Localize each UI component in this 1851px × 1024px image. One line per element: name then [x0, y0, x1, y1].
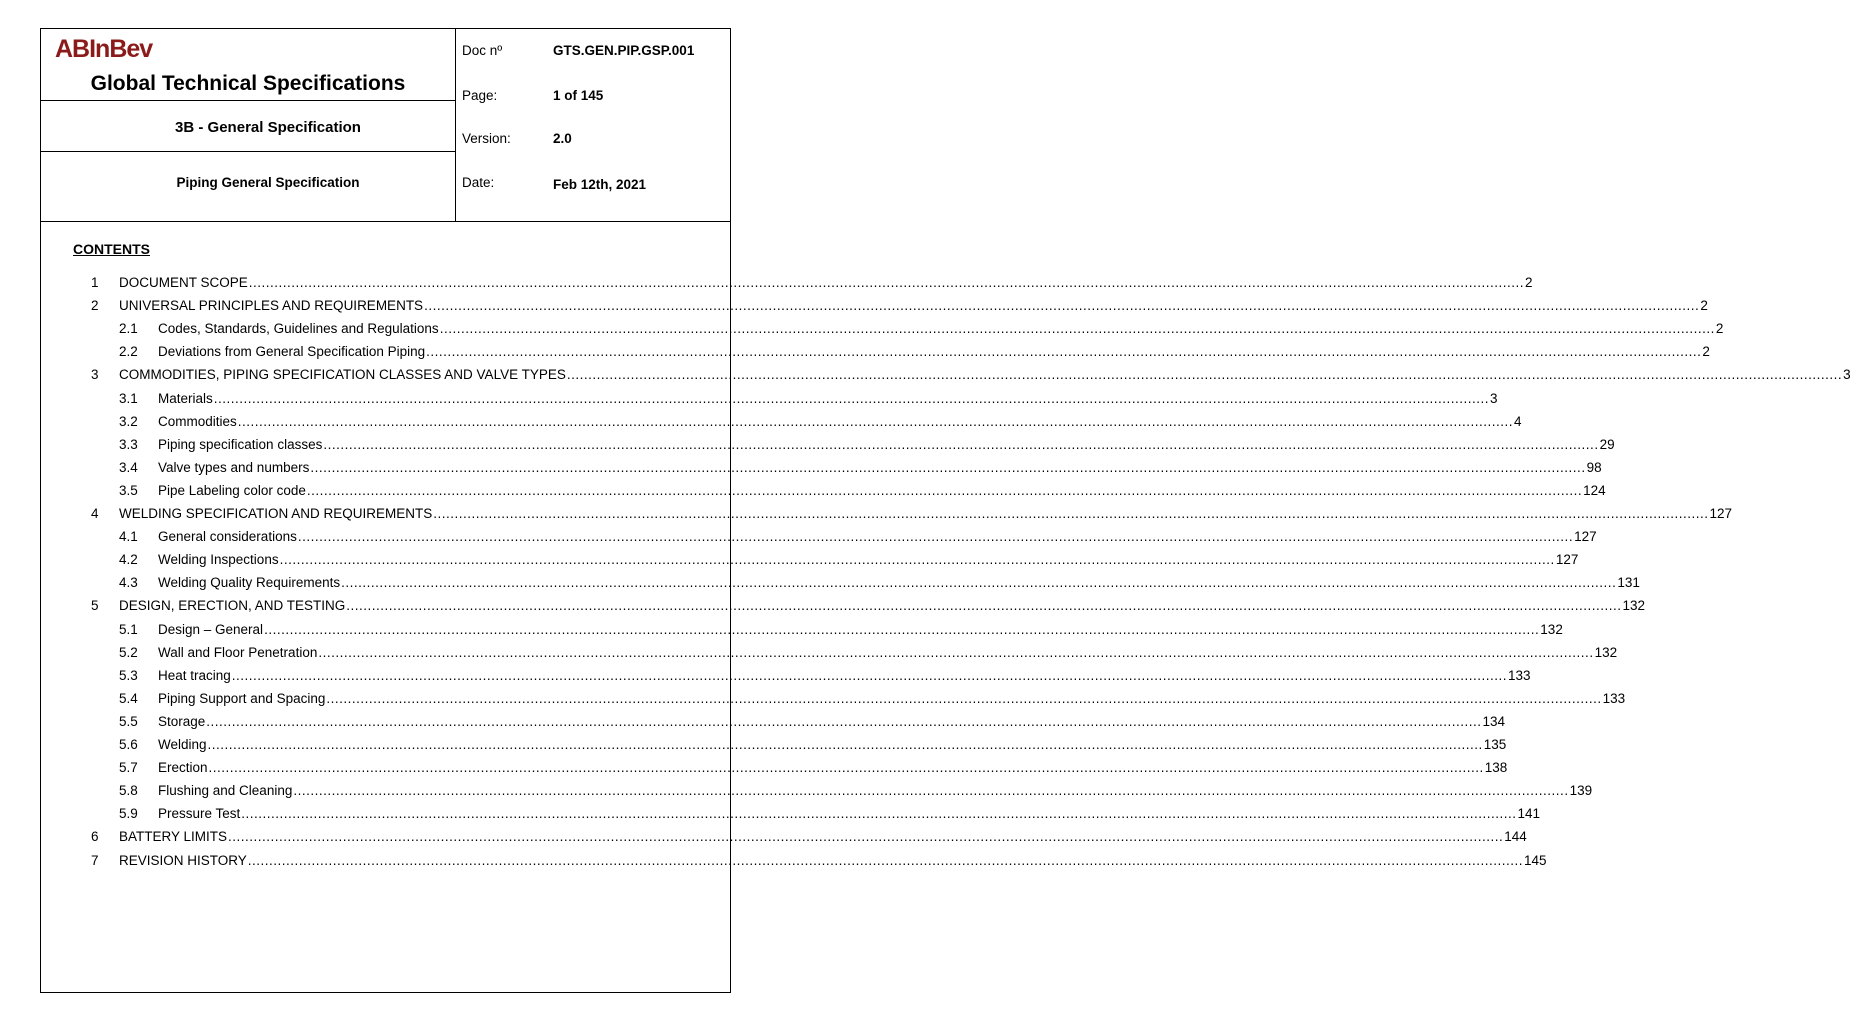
toc-dot-leader: ............................................................................................................................................................................................................................................................................................................	[237, 413, 1514, 429]
toc-entry-line	[119, 504, 1733, 524]
toc-entry-title: Flushing and Cleaning	[158, 783, 293, 799]
toc-entry-page: 132	[1622, 598, 1646, 614]
toc-dot-leader: ............................................................................................................................................................................................................................................................................................................	[206, 713, 1482, 729]
toc-dot-leader: ............................................................................................................................................................................................................................................................................................................	[341, 575, 1617, 591]
toc-entry-number: 2.1	[119, 321, 138, 337]
toc-entry-title: Erection	[158, 760, 208, 776]
toc-entry-number: 5.4	[119, 690, 138, 706]
toc-entry-page: 141	[1517, 806, 1541, 822]
toc-entry-page: 132	[1594, 644, 1618, 660]
toc-entry-line	[119, 273, 1533, 293]
toc-dot-leader: ............................................................................................................................................................................................................................................................................................................	[323, 436, 1599, 452]
toc-entry[interactable]	[41, 804, 1541, 824]
toc-entry-number: 5.2	[119, 644, 138, 660]
toc-entry[interactable]	[41, 527, 1597, 547]
toc-entry-page: 133	[1508, 667, 1531, 683]
toc-entry-number: 5.3	[119, 667, 138, 683]
toc-entry-title: REVISION HISTORY	[119, 852, 247, 868]
toc-entry[interactable]	[41, 735, 1507, 755]
toc-entry[interactable]	[41, 620, 1563, 640]
toc-entry-line	[158, 389, 1498, 409]
toc-dot-leader: ............................................................................................................................................................................................................................................................................................................	[326, 690, 1602, 706]
toc-dot-leader: ............................................................................................................................................................................................................................................................................................................	[297, 529, 1574, 545]
toc-entry-number: 4.3	[119, 575, 138, 591]
toc-entry[interactable]	[41, 712, 1506, 732]
toc-entry-number: 2.2	[119, 344, 138, 360]
toc-entry[interactable]	[41, 666, 1531, 686]
toc-entry-title: Deviations from General Specification Piping	[158, 344, 426, 360]
toc-entry[interactable]	[41, 273, 1533, 293]
toc-dot-leader: ............................................................................................................................................................................................................................................................................................................	[247, 852, 1524, 868]
toc-entry-number: 6	[91, 829, 99, 845]
toc-dot-leader: ............................................................................................................................................................................................................................................................................................................	[318, 644, 1594, 660]
toc-entry-title: Pressure Test	[158, 806, 241, 822]
toc-dot-leader: ............................................................................................................................................................................................................................................................................................................	[433, 506, 1709, 521]
toc-entry-number: 5.1	[119, 621, 138, 637]
toc-entry-number: 7	[91, 852, 99, 868]
date-value: Feb 12th, 2021	[553, 177, 647, 192]
toc-dot-leader: ............................................................................................................................................................................................................................................................................................................	[439, 321, 1715, 337]
toc-entry[interactable]	[41, 389, 1498, 409]
toc-entry-title: Piping Support and Spacing	[158, 690, 326, 706]
toc-entry-title: Valve types and numbers	[158, 459, 310, 475]
toc-entry-line	[119, 296, 1708, 316]
toc-entry-number: 3.1	[119, 390, 138, 406]
version-value: 2.0	[553, 131, 572, 146]
toc-entry-title: UNIVERSAL PRINCIPLES AND REQUIREMENTS	[119, 298, 424, 314]
toc-entry[interactable]	[41, 504, 1733, 524]
toc-entry-line	[158, 804, 1541, 824]
doc-number-label: Doc nº	[462, 43, 503, 58]
toc-entry-title: DESIGN, ERECTION, AND TESTING	[119, 598, 346, 614]
toc-entry-page: 145	[1524, 852, 1547, 868]
date-label: Date:	[462, 175, 495, 190]
toc-entry[interactable]	[41, 851, 1547, 871]
toc-dot-leader: ............................................................................................................................................................................................................................................................................................................	[424, 298, 1700, 314]
toc-entry-title: Wall and Floor Penetration	[158, 644, 318, 660]
toc-entry[interactable]	[41, 412, 1522, 432]
toc-dot-leader: ............................................................................................................................................................................................................................................................................................................	[208, 760, 1484, 776]
toc-dot-leader: ............................................................................................................................................................................................................................................................................................................	[228, 829, 1504, 845]
toc-dot-leader: ............................................................................................................................................................................................................................................................................................................	[264, 621, 1540, 637]
toc-dot-leader: ............................................................................................................................................................................................................................................................................................................	[241, 806, 1517, 822]
toc-entry-title: BATTERY LIMITS	[119, 829, 228, 845]
toc-entry-page: 135	[1483, 737, 1507, 752]
toc-dot-leader: ............................................................................................................................................................................................................................................................................................................	[213, 390, 1489, 406]
toc-entry[interactable]	[41, 643, 1618, 663]
toc-entry-line	[158, 550, 1579, 570]
toc-dot-leader: ............................................................................................................................................................................................................................................................................................................	[310, 459, 1586, 475]
toc-entry-line	[158, 712, 1506, 732]
toc-entry-page: 2	[1700, 298, 1708, 314]
toc-entry-title: Piping specification classes	[158, 436, 323, 452]
toc-entry[interactable]	[41, 781, 1593, 801]
toc-dot-leader: ............................................................................................................................................................................................................................................................................................................	[426, 344, 1702, 360]
toc-entry-number: 5.8	[119, 783, 138, 799]
toc-entry-title: Codes, Standards, Guidelines and Regulations	[158, 321, 439, 337]
toc-entry-page: 2	[1702, 344, 1710, 360]
toc-entry-number: 3.3	[119, 436, 138, 452]
page-label: Page:	[462, 88, 498, 103]
toc-entry-line	[158, 666, 1531, 686]
toc-entry-number: 3.4	[119, 459, 138, 475]
toc-entry-page: 2	[1715, 321, 1724, 337]
toc-entry-line	[158, 481, 1606, 501]
document-page	[40, 28, 1851, 993]
toc-entry-line	[158, 643, 1618, 663]
toc-dot-leader: ............................................................................................................................................................................................................................................................................................................	[207, 737, 1483, 752]
toc-entry-title: Welding Quality Requirements	[158, 575, 341, 591]
toc-entry[interactable]	[41, 435, 1615, 455]
toc-entry-number: 2	[91, 298, 99, 314]
toc-entry-line	[158, 342, 1710, 362]
toc-entry-number: 5.9	[119, 806, 138, 822]
toc-entry[interactable]	[41, 827, 1527, 847]
toc-entry-page: 131	[1617, 575, 1640, 591]
toc-entry[interactable]	[41, 550, 1579, 570]
toc-entry-title: Heat tracing	[158, 667, 231, 683]
contents-heading: CONTENTS	[73, 241, 150, 257]
toc-entry-line	[158, 781, 1593, 801]
toc-entry-number: 5.5	[119, 713, 138, 729]
toc-entry-page: 132	[1540, 621, 1563, 637]
toc-dot-leader: ............................................................................................................................................................................................................................................................................................................	[293, 783, 1569, 799]
company-logo: ABInBev	[55, 35, 153, 63]
doc-number-value: GTS.GEN.PIP.GSP.001	[553, 43, 695, 58]
toc-entry-line	[158, 319, 1724, 339]
toc-entry-page: 138	[1484, 760, 1508, 776]
spec-name: Piping General Specification	[176, 175, 360, 190]
document-header	[41, 29, 730, 222]
toc-entry-page: 127	[1574, 529, 1597, 545]
toc-entry-title: General considerations	[158, 529, 297, 545]
toc-entry-number: 4	[91, 506, 99, 521]
toc-entry-number: 5.7	[119, 760, 138, 776]
toc-entry[interactable]	[41, 319, 1724, 339]
toc-entry-line	[158, 689, 1626, 709]
toc-entry-title: Welding Inspections	[158, 552, 279, 568]
toc-entry-title: Design – General	[158, 621, 264, 637]
toc-entry-line	[158, 735, 1507, 755]
toc-entry-page: 133	[1602, 690, 1626, 706]
toc-entry-title: DOCUMENT SCOPE	[119, 275, 248, 290]
toc-entry-number: 5.6	[119, 737, 138, 752]
toc-dot-leader: ............................................................................................................................................................................................................................................................................................................	[279, 552, 1555, 568]
toc-entry-page: 3	[1490, 390, 1498, 406]
toc-entry-line	[158, 573, 1640, 593]
toc-entry-line	[158, 458, 1602, 478]
toc-entry-page: 29	[1599, 436, 1615, 452]
toc-entry-line	[119, 851, 1547, 871]
toc-entry-page: 127	[1555, 552, 1579, 568]
toc-entry-page: 134	[1482, 713, 1506, 729]
toc-entry-page: 3	[1843, 367, 1851, 383]
toc-entry-page: 2	[1525, 275, 1533, 290]
toc-entry-number: 3.5	[119, 482, 138, 498]
toc-dot-leader: ............................................................................................................................................................................................................................................................................................................	[231, 667, 1508, 683]
toc-entry-line	[158, 620, 1563, 640]
toc-entry-line	[119, 827, 1527, 847]
toc-entry-page: 127	[1709, 506, 1733, 521]
toc-entry-title: Welding	[158, 737, 207, 752]
toc-entry-line	[119, 596, 1646, 616]
page-value: 1 of 145	[553, 88, 604, 103]
toc-dot-leader: ............................................................................................................................................................................................................................................................................................................	[306, 482, 1583, 498]
toc-dot-leader: ............................................................................................................................................................................................................................................................................................................	[346, 598, 1622, 614]
toc-entry-number: 4.2	[119, 552, 138, 568]
toc-entry-number: 1	[91, 275, 99, 290]
toc-entry[interactable]	[41, 458, 1602, 478]
toc-entry[interactable]	[41, 596, 1646, 616]
toc-entry-title: Pipe Labeling color code	[158, 482, 306, 498]
toc-entry-page: 144	[1504, 829, 1527, 845]
toc-entry-title: Materials	[158, 390, 213, 406]
toc-entry[interactable]	[41, 689, 1626, 709]
toc-dot-leader: ............................................................................................................................................................................................................................................................................................................	[566, 367, 1843, 383]
toc-entry-line	[158, 758, 1508, 778]
toc-entry-number: 3.2	[119, 413, 138, 429]
toc-entry-title: Commodities	[158, 413, 237, 429]
toc-entry-line	[119, 365, 1851, 385]
toc-entry[interactable]	[41, 481, 1606, 501]
toc-entry-page: 4	[1514, 413, 1522, 429]
version-label: Version:	[462, 131, 511, 146]
toc-entry-number: 3	[91, 367, 99, 383]
toc-entry-title: COMMODITIES, PIPING SPECIFICATION CLASSES AND VALVE TYPES	[119, 367, 566, 383]
toc-entry-number: 4.1	[119, 529, 138, 545]
toc-entry-line	[158, 435, 1615, 455]
toc-entry-page: 124	[1583, 482, 1606, 498]
toc-entry[interactable]	[41, 573, 1640, 593]
toc-entry[interactable]	[41, 365, 1851, 385]
toc-entry-title: WELDING SPECIFICATION AND REQUIREMENTS	[119, 506, 433, 521]
toc-entry-title: Storage	[158, 713, 206, 729]
toc-entry[interactable]	[41, 342, 1710, 362]
spec-category: 3B - General Specification	[175, 119, 361, 136]
toc-entry-line	[158, 412, 1522, 432]
toc-entry[interactable]	[41, 758, 1508, 778]
toc-entry-page: 139	[1569, 783, 1593, 799]
toc-entry-number: 5	[91, 598, 99, 614]
page-title: Global Technical Specifications	[90, 72, 406, 95]
toc-entry-page: 98	[1586, 459, 1602, 475]
toc-entry-line	[158, 527, 1597, 547]
toc-entry[interactable]	[41, 296, 1708, 316]
toc-dot-leader: ............................................................................................................................................................................................................................................................................................................	[248, 275, 1524, 290]
